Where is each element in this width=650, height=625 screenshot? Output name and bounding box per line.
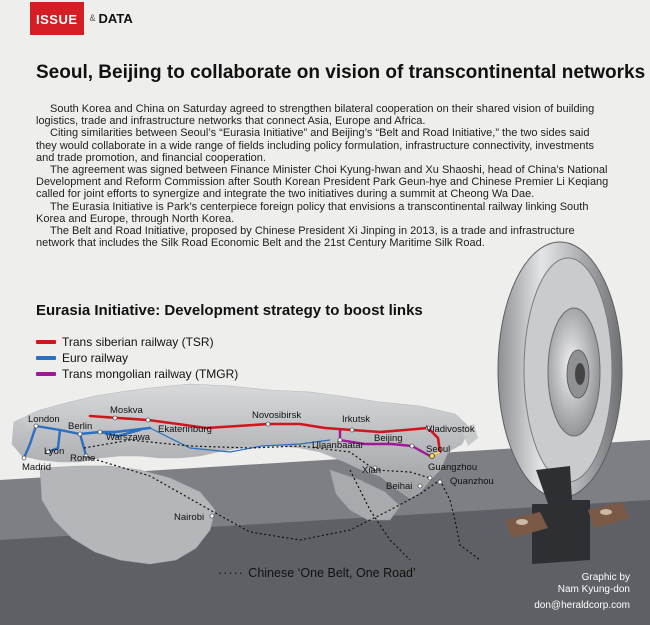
tmgr-swatch [36,372,56,376]
city-label-moskva: Moskva [110,405,143,416]
map-legend [36,334,238,382]
brand-issue: ISSUE [30,2,84,35]
city-label-berlin: Berlin [68,421,93,432]
city-label-beihai: Beihai [386,481,413,492]
euro-swatch [36,356,56,360]
city-label-guangzhou: Guangzhou [428,462,478,473]
obor-legend: ····· Chinese ‘One Belt, One Road’ [218,566,416,580]
legend-label: Euro railway [62,351,129,365]
city-label-ulaanbaatar: Ulaanbaatar [312,440,364,451]
city-label-london: London [28,414,60,425]
city-label-seoul: Seoul [426,444,451,455]
city-label-ekaterinburg: Ekaterinburg [158,424,212,435]
brand-data: DATA [98,10,133,26]
paragraph: The Belt and Road Initiative, proposed by Chinese President Xi Jinping in 2013, is a trade and infrastructure network that includes the Silk Road Economic Belt and the 21st Century Maritime Silk Road. [36,225,575,250]
obor-label: Chinese ‘One Belt, One Road’ [248,566,416,580]
legend-item-tsr [36,334,238,350]
city-label-rome: Rome [70,453,96,464]
credit-line2: Nam Kyung-don [557,584,630,595]
legend-item-euro [36,350,238,366]
paragraph: South Korea and China on Saturday agreed to strengthen bilateral cooperation on their shared vision of building logistics, trade and infrastructure networks that connect Asia, Europe and Africa. [36,103,595,128]
city-label-lyon: Lyon [44,446,65,457]
legend-label: Trans siberian railway (TSR) [62,335,214,349]
city-label-nairobi: Nairobi [174,512,205,523]
headline: Seoul, Beijing to collaborate on vision of transcontinental networks [36,62,646,83]
city-label-madrid: Madrid [22,462,52,473]
legend-label: Trans mongolian railway (TMGR) [62,367,239,381]
city-label-beijing: Beijing [374,433,403,444]
brand-ampersand: & [89,13,96,23]
city-label-quanzhou: Quanzhou [450,476,494,487]
section-subhead: Eurasia Initiative: Development strategy to boost links [36,302,423,319]
paragraph: The agreement was signed between Finance Minister Choi Kyung-hwan and Xu Shaoshi, head of China’s National Development and Reform Commission after South Korean President Park Geun-hye and Chinese Premier Li Keqiang called for joint efforts to synergize and integrate the two initiatives during a summit at Cheong Wa Dae. [36,164,609,201]
legend-item-tmgr [36,366,238,382]
city-label-novosibirsk: Novosibirsk [252,410,302,421]
credit-line1: Graphic by [581,572,630,583]
city-label-irkutsk: Irkutsk [342,414,370,425]
credit-email: don@heraldcorp.com [534,600,630,611]
city-label-warszawa: Warszawa [106,432,150,443]
city-label-vladivostok: Vladivostok [426,424,475,435]
paragraph: The Eurasia Initiative is Park’s centerpiece foreign policy that envisions a transcontinental railway linking South Korea and Europe, through North Korea. [36,200,589,225]
paragraph: Citing similarities between Seoul’s “Eurasia Initiative” and Beijing’s “Belt and Road Initiative,” the two sides said they would collaborate in a wide range of fields including policy formulation, infrastructure connectivity, investments and trade promotion, and financial cooperation. [36,127,595,164]
city-label-xian: Xian [362,465,382,476]
graphic-credit [534,572,630,612]
tsr-swatch [36,340,56,344]
